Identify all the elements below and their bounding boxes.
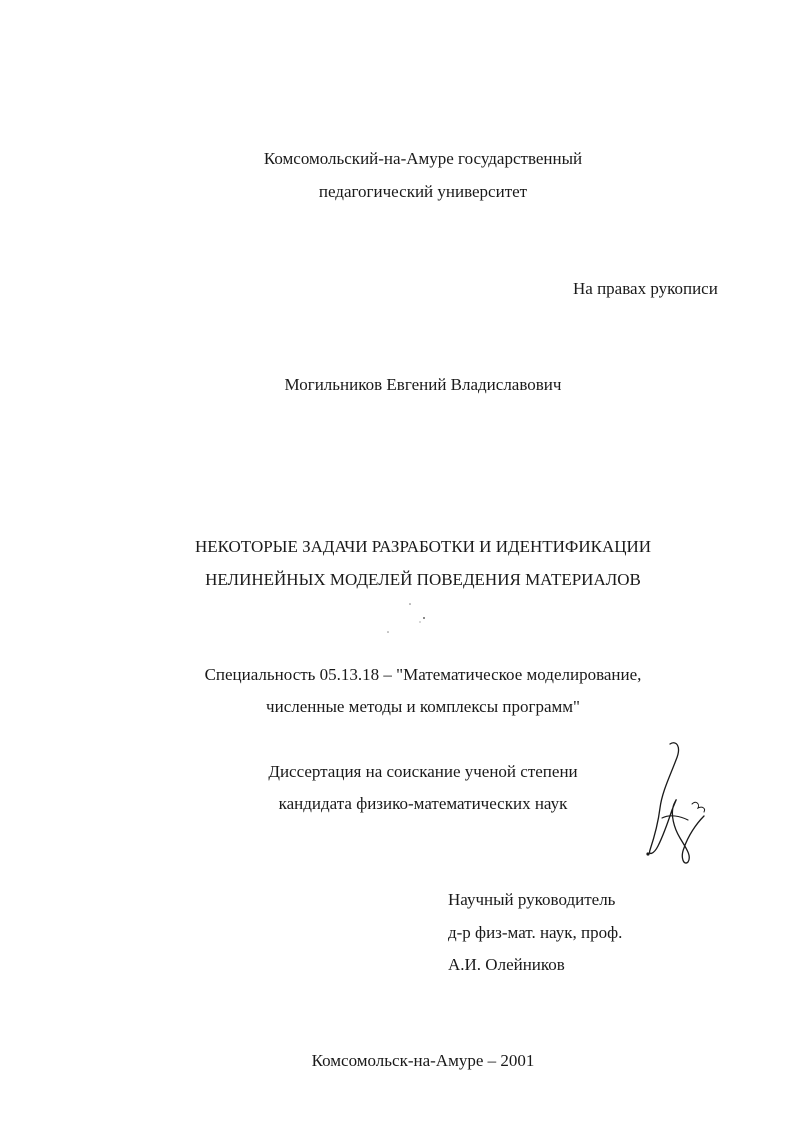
advisor-degree: д-р физ-мат. наук, проф.	[448, 923, 623, 942]
manuscript-note: На правах рукописи	[573, 279, 718, 298]
handwritten-signature-icon	[640, 738, 715, 868]
degree-statement-line-1: Диссертация на соискание ученой степени	[268, 762, 578, 781]
scan-specks	[380, 598, 440, 648]
author-name: Могильников Евгений Владиславович	[284, 375, 562, 394]
advisor-name: А.И. Олейников	[448, 955, 565, 974]
institution-name-line-1: Комсомольский-на-Амуре государственный	[263, 149, 583, 168]
advisor-label: Научный руководитель	[448, 890, 616, 909]
city-year: Комсомольск-на-Амуре – 2001	[311, 1051, 535, 1070]
dissertation-title-line-1: НЕКОТОРЫЕ ЗАДАЧИ РАЗРАБОТКИ И ИДЕНТИФИКАЦИИ	[194, 537, 652, 556]
dissertation-title-line-2: НЕЛИНЕЙНЫХ МОДЕЛЕЙ ПОВЕДЕНИЯ МАТЕРИАЛОВ	[205, 570, 641, 589]
specialty-line-1: Специальность 05.13.18 – "Математическое моделирование,	[204, 665, 642, 684]
degree-statement-line-2: кандидата физико-математических наук	[278, 794, 568, 813]
specialty-line-2: численные методы и комплексы программ"	[266, 697, 580, 716]
institution-name-line-2: педагогический университет	[318, 182, 528, 201]
